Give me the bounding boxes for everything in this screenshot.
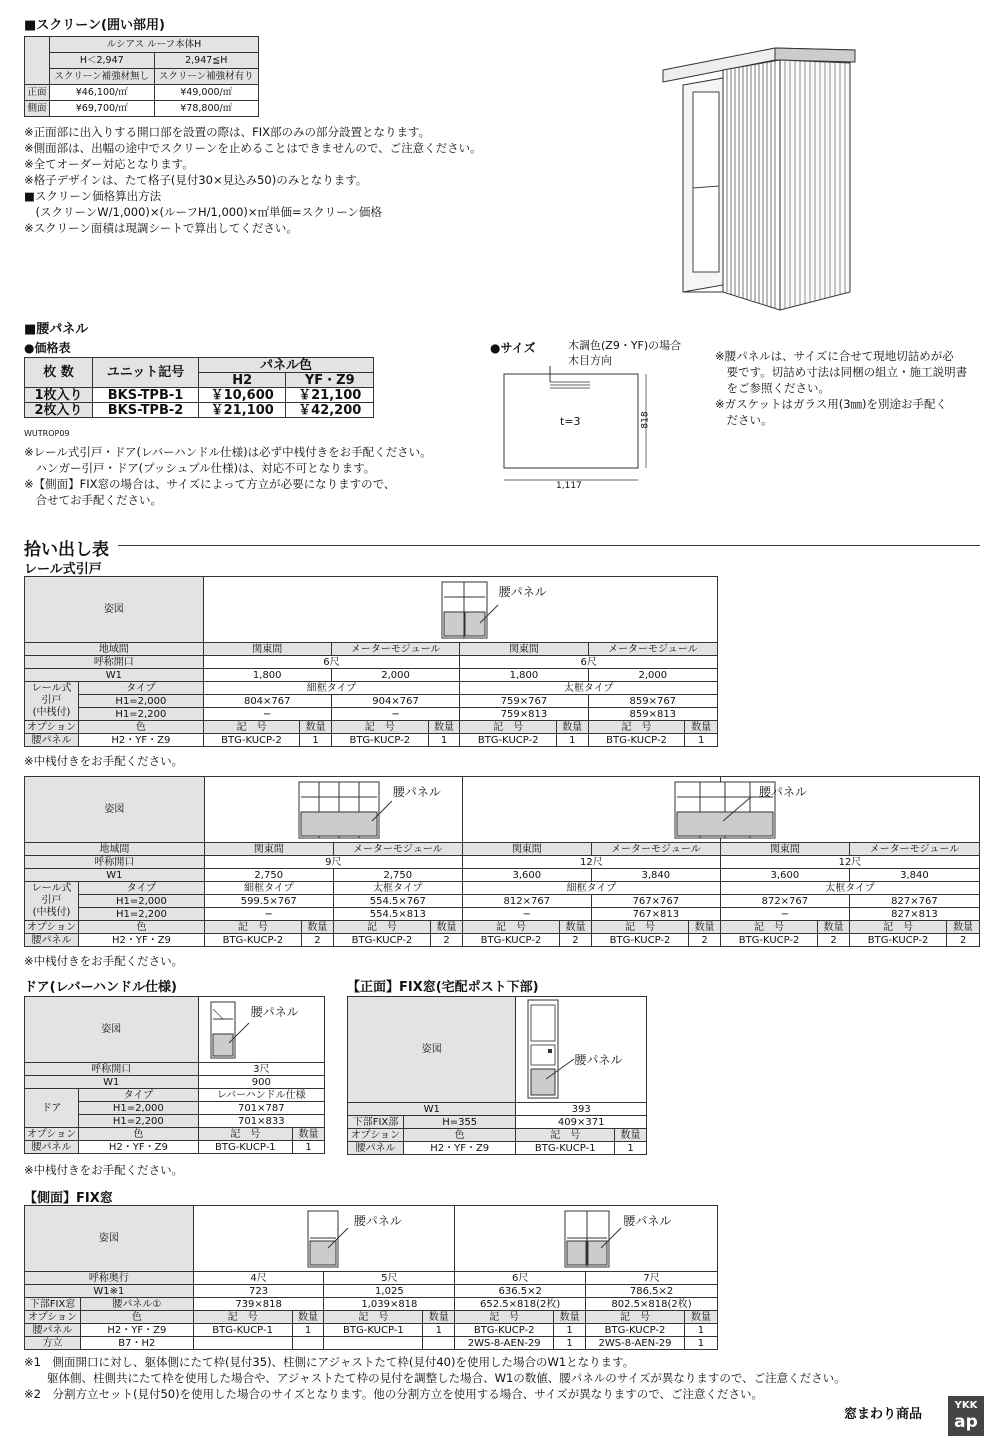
- table-row: 1枚入り BKS-TPB-1 ￥10,600 ￥21,100: [25, 388, 374, 403]
- table-row: 下部FIX窓 腰パネル① 739×818 1,039×818 652.5×818(2枚) 802.5×818(2枚): [25, 1298, 718, 1311]
- screen-notes: ※正面部に出入りする開口部を設置の際は、FIX部のみの部分設置となります。 ※側面部は、出幅の途中でスクリーンを止めることはできませんので、ご注意ください。 ※全てオーダー対応となります。 ※格子デザインは、たて格子(見付30×見込み50)のみとなります。 ■スクリーン価格算出方法 (スクリーンW/1,000)×(ルーフH/1,000)×㎡単価=スクリーン価格 ※スクリーン面積は現調シートで算出してください。: [24, 125, 482, 235]
- note-naka-2: ※中桟付きをお手配ください。: [24, 954, 184, 968]
- screen-c1: H＜2,947: [50, 53, 155, 69]
- screen-illustration: [655, 30, 865, 320]
- side-title: 【側面】FIX窓: [24, 1191, 113, 1206]
- table-row: H1=2,200 − − 759×813 859×813: [25, 708, 718, 721]
- table-row: H1=2,200 − 554.5×813 − 767×813 − 827×813: [25, 908, 980, 921]
- door-table: 姿図 腰パネル 呼称開口 3尺 W1 900 ドア タイプ レバーハンドル仕様 H1=2,000 701×787 H1=2,200 701×833 オプション 色 記 号 数量 腰パネル H2・YF・Z9 BTG-KUCP-1 1: [24, 996, 325, 1154]
- koshi-title: ■腰パネル: [24, 322, 89, 337]
- side-table: 姿図 腰パネル 腰パネル 呼称奥行 4尺 5尺 6尺 7尺 W1※1 723 1,025 636.5×2 786.5×2 下部FIX窓 腰パネル① 739×818 1,039×818 652.5×818(2枚) 802.5×818(2枚) オプション 色 記 号 数量 記 号 数量 記 号 数量 記 号 数量 腰パネル H2・YF・Z9 BTG-KUCP-1 1 BTG-KUCP-1 1 BTG-KUCP-2 1 BTG-KUCP-2 1 方立 B7・H2 2WS-8-AEN-29 1 2WS-8-AEN-29 1: [24, 1205, 718, 1350]
- table-row: H1=2,200 701×833: [25, 1115, 325, 1128]
- table-row: 腰パネル H2・YF・Z9 BTG-KUCP-1 1 BTG-KUCP-1 1 BTG-KUCP-2 1 BTG-KUCP-2 1: [25, 1324, 718, 1337]
- screen-c1b: スクリーン補強材無し: [50, 69, 155, 85]
- door-figure: 腰パネル: [198, 997, 324, 1063]
- front-title: 【正面】FIX窓(宅配ポスト下部): [347, 980, 539, 995]
- side-figure-a: 腰パネル: [193, 1206, 455, 1272]
- rail-table-1: 姿図 腰パネル 地域間 関東間 メーターモジュール 関東間 メーターモジュール 呼称開口 6尺 6尺 W1 1,800 2,000 1,800 2,000 レール式 引戸 (中桟付) タイプ 細框タイプ 太框タイプ H1=2,000 804×767 904×767 759×767 859×767 H1=2,200 − − 759×813 859×813 オプション 色 記 号 数量 記 号 数量 記 号 数量 記 号 数量 腰パネル H2・YF・Z9 BTG-KUCP-2 1 BTG-KUCP-2 1 BTG-KUCP-2 1 BTG-KUCP-2 1: [24, 576, 718, 747]
- table-row: H1=2,000 804×767 904×767 759×767 859×767: [25, 695, 718, 708]
- footnotes: ※1 側面開口に対し、躯体側にたて枠(見付35)、柱側にアジャストたて枠(見付40)を使用した場合のW1となります。 躯体側、柱側共にたて枠を使用した場合や、アジャストたて枠の見付を調整した場合、W1の数値、腰パネルのサイズが異なりますので、ご注意ください。 ※2 分割方立セット(見付50)を使用した場合のサイズとなります。他の分割方立を使用する場合、サイズが異なりますので、ご注意ください。: [24, 1355, 846, 1401]
- footer-category: 窓まわり商品: [844, 1407, 923, 1422]
- table-row: H1=2,000 701×787: [25, 1102, 325, 1115]
- door-title: ドア(レバーハンドル仕様): [24, 980, 177, 995]
- front-figure: 腰パネル: [516, 997, 647, 1103]
- rail-figure-1: 腰パネル: [203, 577, 717, 643]
- size-note2: 木目方向: [568, 354, 612, 367]
- screen-price-table: [24, 36, 259, 117]
- size-w: 1,117: [556, 481, 582, 491]
- koshi-notes: ※レール式引戸・ドア(レバーハンドル仕様)は必ず中桟付きをお手配ください。 ハンガー引戸・ドア(プッシュプル仕様)は、対応不可となります。 ※【側面】FIX窓の場合は、サイズによって方立が必要になりますので、 合せてお手配ください。: [24, 445, 432, 507]
- rail-figure-12b: 腰パネル: [720, 777, 979, 843]
- screen-c2b: スクリーン補強材有り: [154, 69, 259, 85]
- table-row: 腰パネル H2・YF・Z9 BTG-KUCP-2 1 BTG-KUCP-2 1 BTG-KUCP-2 1 BTG-KUCP-2 1: [25, 734, 718, 747]
- screen-head: ルシアス ルーフ本体H: [50, 37, 259, 53]
- table-row: 腰パネル H2・YF・Z9 BTG-KUCP-1 1: [348, 1142, 647, 1155]
- table-row: 腰パネル H2・YF・Z9 BTG-KUCP-2 2 BTG-KUCP-2 2 BTG-KUCP-2 2 BTG-KUCP-2 2 BTG-KUCP-2 2 BTG-KUCP-2 2: [25, 934, 980, 947]
- koshi-right-notes: ※腰パネルは、サイズに合せて現地切詰めが必 要です。切詰め寸法は同梱の組立・施工説明書 をご参照ください。 ※ガスケットはガラス用(3㎜)を別途お手配く ださい。: [715, 349, 968, 427]
- size-note1: 木調色(Z9・YF)の場合: [568, 339, 682, 352]
- title-rule: [118, 545, 980, 546]
- table-row: 正面 ¥46,100/㎡ ¥49,000/㎡: [25, 85, 259, 101]
- koshi-code: WUTROP09: [24, 429, 70, 438]
- table-row: 方立 B7・H2 2WS-8-AEN-29 1 2WS-8-AEN-29 1: [25, 1337, 718, 1350]
- note-naka-3: ※中桟付きをお手配ください。: [24, 1163, 184, 1177]
- screen-title: ■スクリーン(囲い部用): [24, 18, 165, 33]
- table-row: 側面 ¥69,700/㎡ ¥78,800/㎡: [25, 101, 259, 117]
- table-row: 腰パネル H2・YF・Z9 BTG-KUCP-1 1: [25, 1141, 325, 1154]
- rail-table-2: 姿図 腰パネル 腰パネル 地域間 関東間 メーターモジュール 関東間 メーターモジュール 関東間 メーターモジュール 呼称開口 9尺 12尺 12尺 W1 2,750 2,750 3,600 3,840 3,600 3,840 レール式 引戸 (中桟付) タイプ 細框タイプ 太框タイプ 細框タイプ 太框タイプ H1=2,000 599.5×767 554.5×767 812×767 767×767 872×767 827×767 H1=2,200 − 554.5×813 − 767×813 − 827×813 オプション 色 記 号 数量 記 号 数量 記 号 数量 記 号 数量 記 号 数量 記 号 数量 腰パネル H2・YF・Z9 BTG-KUCP-2 2 BTG-KUCP-2 2 BTG-KUCP-2 2 BTG-KUCP-2 2 BTG-KUCP-2 2 BTG-KUCP-2 2: [24, 776, 980, 947]
- ykk-logo: YKK ap: [948, 1396, 984, 1436]
- size-h: 818: [640, 411, 651, 429]
- screen-c2: 2,947≦H: [154, 53, 259, 69]
- rail-figure-9: 腰パネル: [204, 777, 462, 843]
- size-title: ●サイズ: [490, 341, 536, 355]
- front-table: 姿図 腰パネル W1 393 下部FIX部 H=355 409×371 オプション 色 記 号 数量 腰パネル H2・YF・Z9 BTG-KUCP-1 1: [347, 996, 647, 1155]
- note-naka-1: ※中桟付きをお手配ください。: [24, 754, 184, 768]
- size-t: t=3: [560, 415, 581, 428]
- table-row: 下部FIX部 H=355 409×371: [348, 1116, 647, 1129]
- table-row: H1=2,000 599.5×767 554.5×767 812×767 767×767 872×767 827×767: [25, 895, 980, 908]
- pick-title: 拾い出し表: [24, 540, 109, 560]
- rail-title: レール式引戸: [24, 562, 102, 577]
- side-figure-b: 腰パネル: [455, 1206, 718, 1272]
- rail-figure-12a: [462, 777, 720, 843]
- koshi-price-table: 枚 数 ユニット記号 パネル色 H2 YF・Z9 1枚入り BKS-TPB-1 ￥10,600 ￥21,100 2枚入り BKS-TPB-2 ￥21,100 ￥42,200: [24, 357, 374, 418]
- koshi-price-title: ●価格表: [24, 341, 71, 355]
- table-row: 2枚入り BKS-TPB-2 ￥21,100 ￥42,200: [25, 403, 374, 418]
